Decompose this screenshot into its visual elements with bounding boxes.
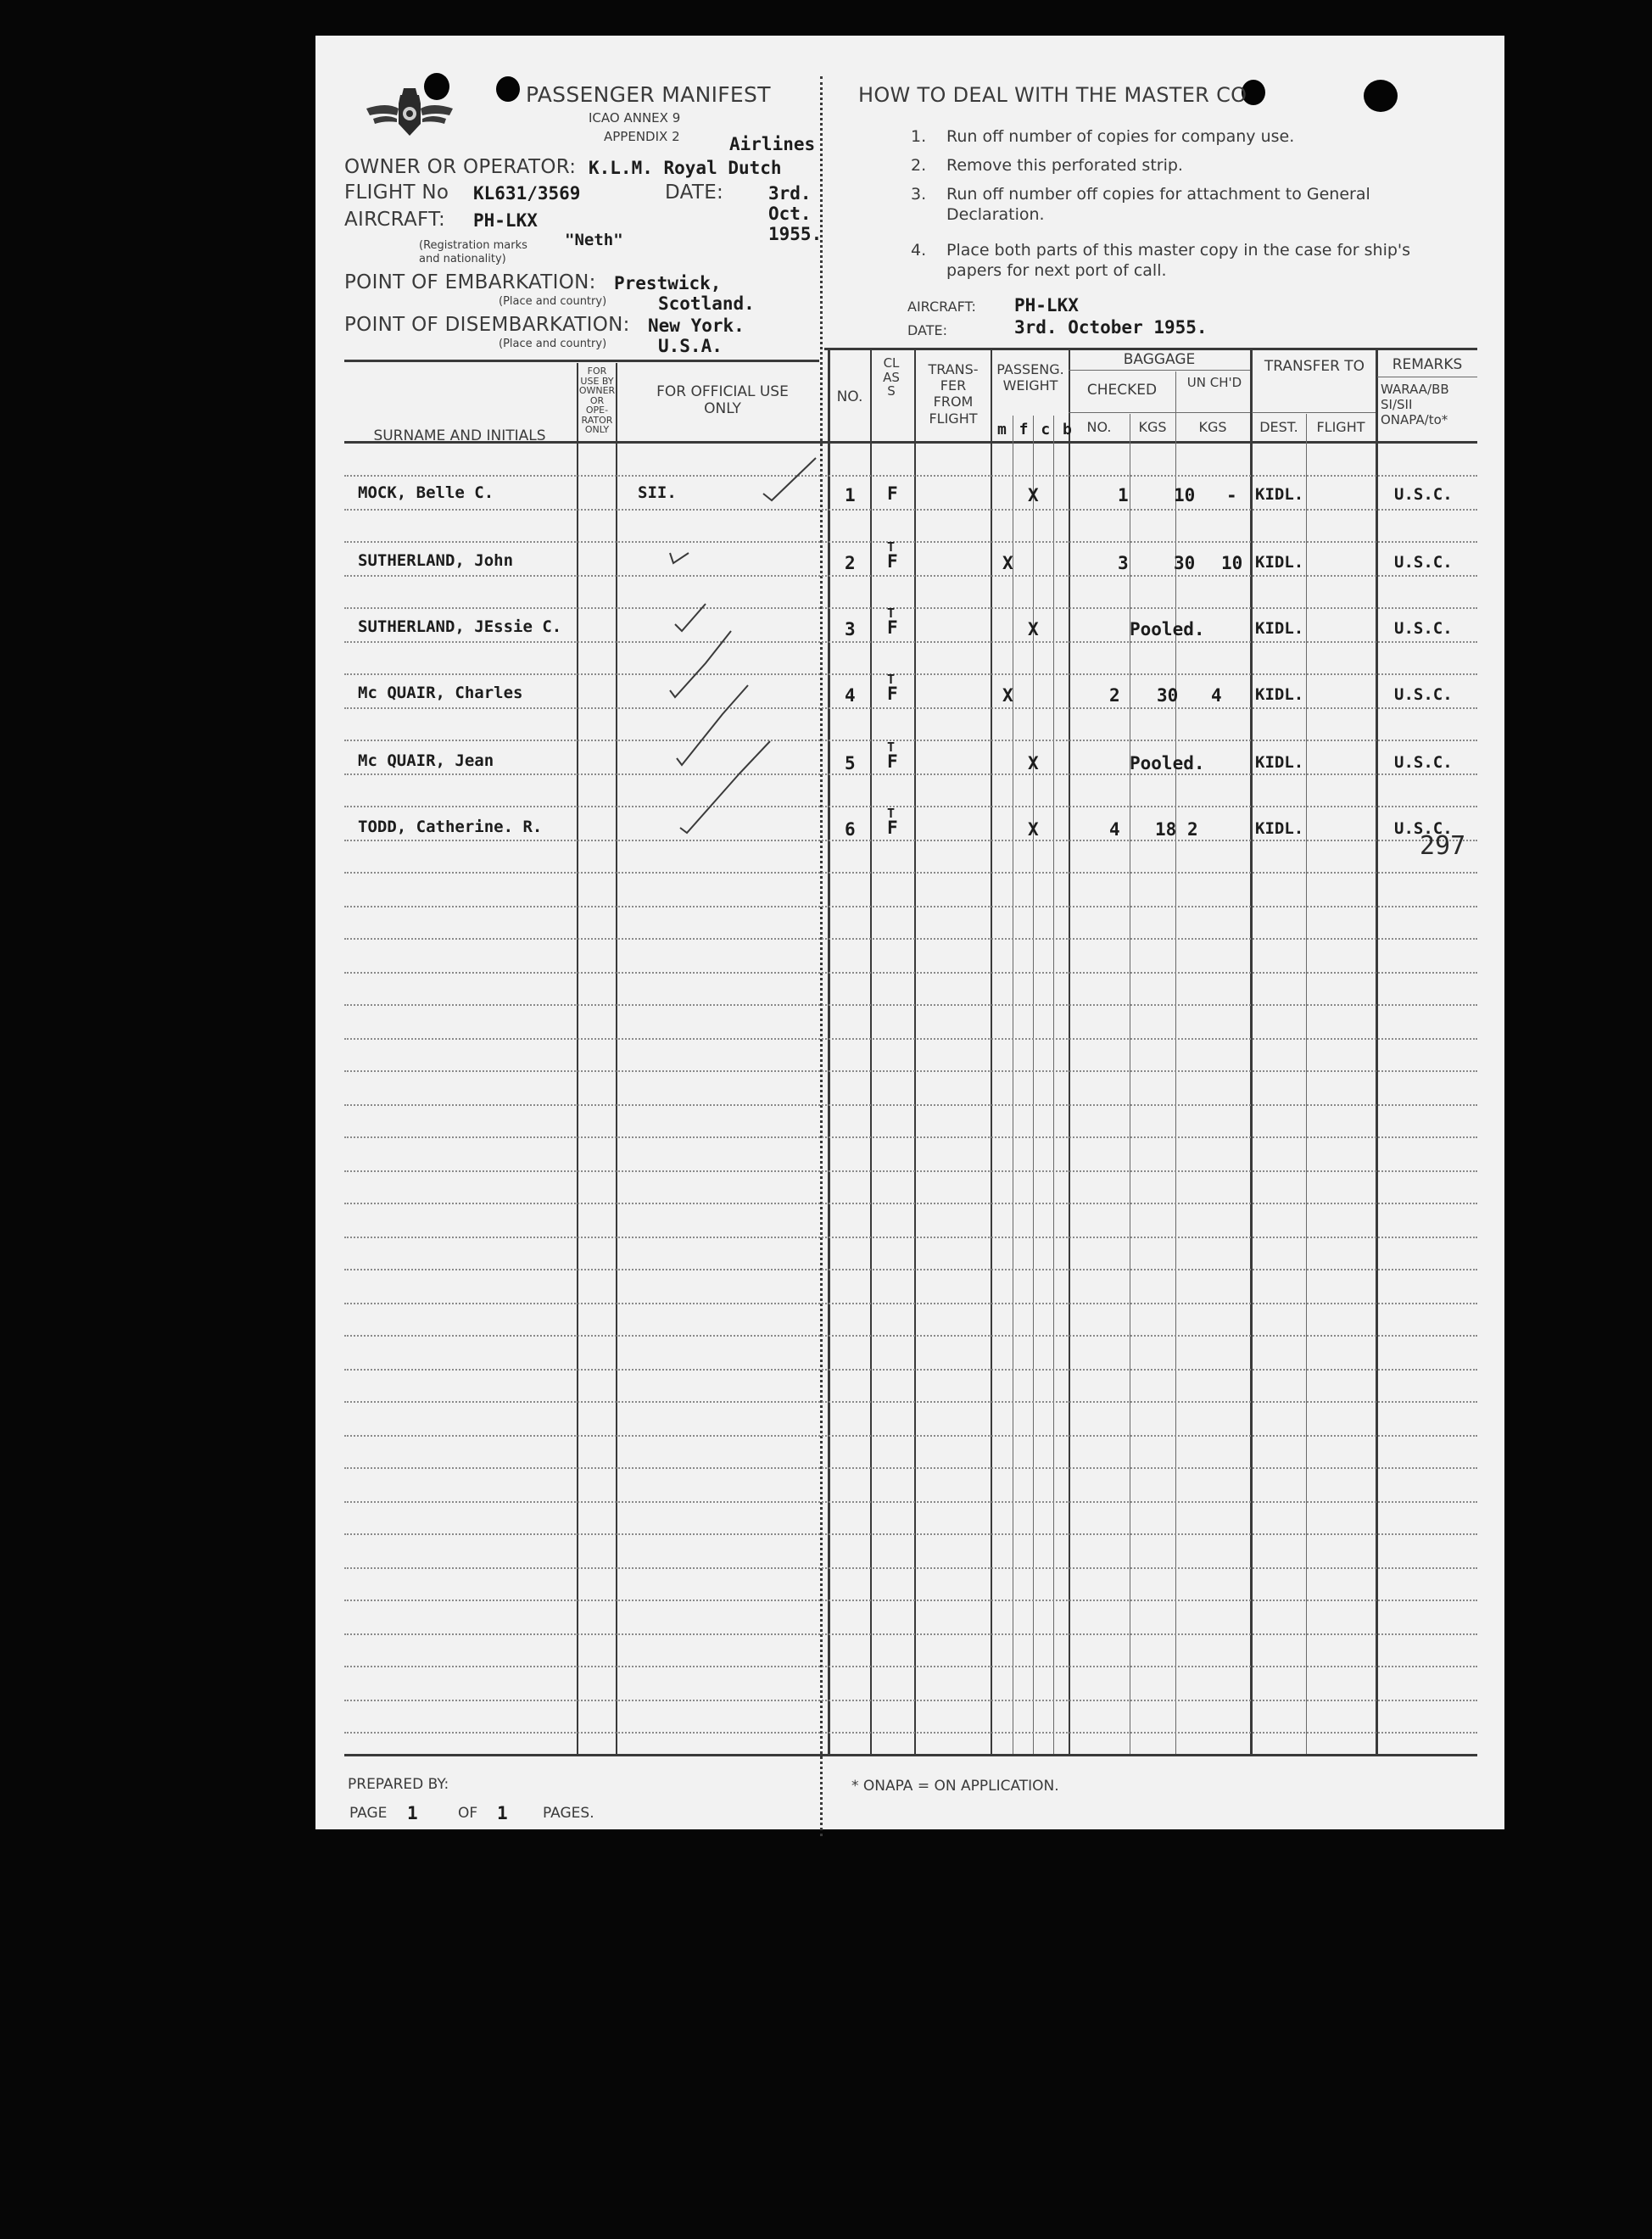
unchecked-kgs: 10 bbox=[1221, 553, 1243, 573]
date-value-year: 1955. bbox=[768, 224, 823, 244]
aircraft-value: PH-LKX bbox=[473, 210, 538, 231]
col-unchecked-header: UN CH'D bbox=[1186, 375, 1242, 390]
embarkation-country: Scotland. bbox=[658, 293, 755, 314]
col-remarks-sub-header: WARAA/BB SI/SII ONAPA/to* bbox=[1381, 382, 1449, 427]
instruction-text: Declaration. bbox=[946, 205, 1045, 224]
passenger-name: SUTHERLAND, JEssie C. bbox=[358, 617, 562, 636]
registration-note: (Registration marks bbox=[419, 239, 527, 252]
class-top: T bbox=[887, 672, 896, 687]
header-top-line-left bbox=[344, 360, 819, 362]
nationality-value: "Neth" bbox=[565, 231, 623, 249]
remarks: U.S.C. bbox=[1394, 553, 1453, 572]
passenger-no: 5 bbox=[845, 753, 856, 773]
manifest-sheet bbox=[315, 36, 1504, 1829]
class-top: T bbox=[887, 606, 896, 621]
registration-note-2: and nationality) bbox=[419, 253, 506, 265]
remarks: U.S.C. bbox=[1394, 753, 1453, 772]
date-value-month: Oct. bbox=[768, 204, 812, 224]
pooled-baggage: Pooled. bbox=[1130, 619, 1205, 639]
handwritten-page-number: 297 bbox=[1420, 831, 1466, 861]
page-label: PAGE bbox=[349, 1805, 388, 1822]
transfer-dest: KIDL. bbox=[1255, 619, 1304, 638]
passenger-name: MOCK, Belle C. bbox=[358, 483, 494, 502]
col-remarks-header: REMARKS bbox=[1392, 356, 1463, 373]
disembarkation-country: U.S.A. bbox=[658, 336, 723, 356]
onapa-note: * ONAPA = ON APPLICATION. bbox=[851, 1778, 1059, 1795]
instructions-aircraft-value: PH-LKX bbox=[1014, 295, 1079, 315]
disembarkation-value: New York. bbox=[648, 315, 745, 336]
class-top: T bbox=[887, 539, 896, 555]
transfer-dest: KIDL. bbox=[1255, 485, 1304, 504]
instruction-text: Remove this perforated strip. bbox=[946, 156, 1183, 175]
of-label: OF bbox=[458, 1805, 478, 1822]
col-no-header: NO. bbox=[836, 388, 863, 405]
bag-count: 2 bbox=[1109, 685, 1120, 706]
page-value: 1 bbox=[407, 1803, 418, 1823]
passenger-row bbox=[315, 711, 1504, 773]
instructions-date-value: 3rd. October 1955. bbox=[1014, 317, 1208, 338]
icao-annex: ICAO ANNEX 9 bbox=[589, 110, 681, 126]
official-note: SII. bbox=[638, 483, 677, 502]
header-top-line-right bbox=[824, 348, 1477, 350]
transfer-dest: KIDL. bbox=[1255, 553, 1304, 572]
col-surname-header: SURNAME AND INITIALS bbox=[373, 427, 546, 444]
owner-label: OWNER OR OPERATOR: bbox=[344, 156, 577, 178]
passenger-row bbox=[315, 446, 1504, 505]
col-transfer-to-header: TRANSFER TO bbox=[1264, 358, 1365, 375]
bag-kgs: 30 bbox=[1157, 685, 1179, 706]
flight-value: KL631/3569 bbox=[473, 183, 581, 204]
passenger-class: F bbox=[887, 551, 898, 572]
place-country-note: (Place and country) bbox=[499, 295, 607, 308]
instructions-aircraft-label: AIRCRAFT: bbox=[907, 299, 976, 315]
instructions-title: HOW TO DEAL WITH THE MASTER CO bbox=[858, 83, 1247, 107]
weight-m-mark: X bbox=[1002, 685, 1013, 706]
instruction-text: Run off number of copies for company use. bbox=[946, 127, 1295, 146]
bag-kgs: 10 bbox=[1174, 485, 1196, 505]
header-subline bbox=[1069, 412, 1250, 413]
bag-kgs: 30 bbox=[1174, 553, 1196, 573]
passenger-no: 2 bbox=[845, 553, 856, 573]
remarks: U.S.C. bbox=[1394, 685, 1453, 704]
col-kgs2-header: KGS bbox=[1198, 419, 1227, 435]
date-label: DATE: bbox=[665, 181, 724, 204]
col-for-use-header: FOR USE BY OWNER OR OPE-RATOR ONLY bbox=[578, 366, 616, 436]
passenger-row bbox=[315, 777, 1504, 840]
instruction-number: 4. bbox=[911, 241, 927, 260]
passenger-no: 6 bbox=[845, 819, 856, 840]
passenger-row bbox=[315, 578, 1504, 639]
col-flight-header: FLIGHT bbox=[1316, 419, 1365, 435]
col-class-header: CLASS bbox=[883, 355, 900, 399]
flight-label: FLIGHT No bbox=[344, 181, 449, 204]
passenger-class: F bbox=[887, 684, 898, 704]
col-dest-header: DEST. bbox=[1259, 419, 1298, 435]
remarks: U.S.C. bbox=[1394, 619, 1453, 638]
transfer-dest: KIDL. bbox=[1255, 753, 1304, 772]
col-checked-header: CHECKED bbox=[1086, 382, 1158, 399]
table-bottom-line bbox=[344, 1754, 1477, 1756]
prepared-by-label: PREPARED BY: bbox=[348, 1776, 449, 1793]
remarks: U.S.C. bbox=[1394, 819, 1453, 838]
weight-f-mark: X bbox=[1028, 753, 1039, 773]
appendix: APPENDIX 2 bbox=[604, 129, 680, 144]
klm-logo-icon bbox=[363, 83, 456, 142]
col-weight-header: PASSENG. WEIGHT bbox=[996, 361, 1064, 394]
col-official-header: FOR OFFICIAL USE ONLY bbox=[656, 383, 789, 418]
weight-f-mark: X bbox=[1028, 485, 1039, 505]
passenger-name: Mc QUAIR, Jean bbox=[358, 751, 494, 770]
class-top: T bbox=[887, 740, 896, 755]
passenger-name: Mc QUAIR, Charles bbox=[358, 684, 523, 702]
instructions-date-label: DATE: bbox=[907, 322, 948, 338]
col-kgs-header: KGS bbox=[1138, 419, 1167, 435]
instruction-text: Run off number off copies for attachment to General bbox=[946, 185, 1370, 204]
owner-value: K.L.M. Royal Dutch bbox=[589, 158, 782, 178]
bag-count: 1 bbox=[1118, 485, 1129, 505]
passenger-no: 1 bbox=[845, 485, 856, 505]
place-country-note-2: (Place and country) bbox=[499, 338, 607, 350]
instruction-number: 2. bbox=[911, 156, 927, 175]
weight-f-mark: X bbox=[1028, 619, 1039, 639]
instruction-text: Place both parts of this master copy in the case for ship's bbox=[946, 241, 1411, 260]
passenger-row bbox=[315, 512, 1504, 573]
ruled-rows bbox=[344, 444, 1477, 1754]
punch-hole bbox=[496, 76, 520, 102]
passenger-class: F bbox=[887, 818, 898, 838]
col-bag-no-header: NO. bbox=[1086, 419, 1112, 435]
col-baggage-header: BAGGAGE bbox=[1123, 351, 1196, 368]
passenger-name: TODD, Catherine. R. bbox=[358, 818, 543, 836]
pages-label: PAGES. bbox=[543, 1805, 594, 1822]
unchecked-kgs: - bbox=[1226, 485, 1237, 505]
weight-m-mark: X bbox=[1002, 553, 1013, 573]
instruction-text: papers for next port of call. bbox=[946, 261, 1167, 280]
bag-kgs: 18 bbox=[1155, 819, 1177, 840]
owner-value-cont: Airlines bbox=[729, 134, 816, 154]
disembarkation-label: POINT OF DISEMBARKATION: bbox=[344, 314, 630, 336]
class-top: T bbox=[887, 806, 896, 821]
embarkation-label: POINT OF EMBARKATION: bbox=[344, 271, 596, 293]
col-weight-subs: m f c b bbox=[997, 421, 1074, 438]
of-value: 1 bbox=[497, 1803, 508, 1823]
header-subline bbox=[1252, 412, 1376, 413]
remarks: U.S.C. bbox=[1394, 485, 1453, 504]
bag-count: 4 bbox=[1109, 819, 1120, 840]
col-transfer-from-header: TRANS-FER FROM FLIGHT bbox=[928, 361, 979, 427]
passenger-no: 4 bbox=[845, 685, 856, 706]
embarkation-value: Prestwick, bbox=[614, 273, 722, 293]
weight-f-mark: X bbox=[1028, 819, 1039, 840]
passenger-class: F bbox=[887, 751, 898, 772]
manifest-title: PASSENGER MANIFEST bbox=[526, 82, 771, 107]
date-value-day: 3rd. bbox=[768, 183, 812, 204]
passenger-class: F bbox=[887, 483, 898, 504]
pooled-baggage: Pooled. bbox=[1130, 753, 1205, 773]
transfer-dest: KIDL. bbox=[1255, 685, 1304, 704]
unchecked-kgs: 2 bbox=[1187, 819, 1198, 840]
passenger-name: SUTHERLAND, John bbox=[358, 551, 514, 570]
punch-hole bbox=[1364, 80, 1398, 112]
bag-count: 3 bbox=[1118, 553, 1129, 573]
instruction-number: 1. bbox=[911, 127, 927, 146]
header-subline bbox=[1069, 370, 1250, 371]
instruction-number: 3. bbox=[911, 185, 927, 204]
transfer-dest: KIDL. bbox=[1255, 819, 1304, 838]
passenger-row bbox=[315, 645, 1504, 706]
unchecked-kgs: 4 bbox=[1211, 685, 1222, 706]
passenger-no: 3 bbox=[845, 619, 856, 639]
aircraft-label: AIRCRAFT: bbox=[344, 209, 445, 231]
passenger-class: F bbox=[887, 617, 898, 638]
